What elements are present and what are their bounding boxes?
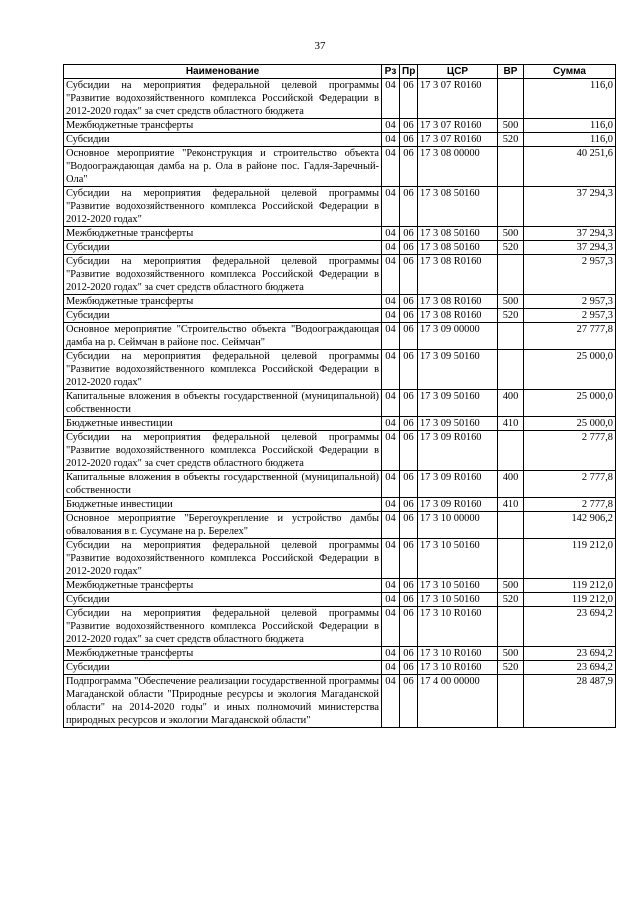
cell-pr: 06 <box>400 607 418 647</box>
cell-rz: 04 <box>382 661 400 675</box>
cell-vr <box>498 323 524 350</box>
budget-table <box>63 64 616 728</box>
cell-vr: 410 <box>498 417 524 431</box>
cell-name: Субсидии на мероприятия федеральной целевой программы "Развитие водохозяйственного комплекса Российской Федерации в 2012-2020 годах" за счет средств областного бюджета <box>64 431 382 471</box>
table-row <box>64 512 616 539</box>
cell-sum: 28 487,9 <box>524 675 616 728</box>
cell-sum: 2 957,3 <box>524 309 616 323</box>
cell-rz: 04 <box>382 255 400 295</box>
cell-sum: 37 294,3 <box>524 227 616 241</box>
table-row <box>64 119 616 133</box>
cell-csr: 17 3 10 50160 <box>418 593 498 607</box>
cell-rz: 04 <box>382 241 400 255</box>
cell-pr: 06 <box>400 133 418 147</box>
cell-sum: 37 294,3 <box>524 187 616 227</box>
cell-name: Субсидии <box>64 309 382 323</box>
cell-rz: 04 <box>382 187 400 227</box>
cell-vr: 520 <box>498 241 524 255</box>
cell-pr: 06 <box>400 79 418 119</box>
cell-sum: 119 212,0 <box>524 579 616 593</box>
cell-sum: 25 000,0 <box>524 350 616 390</box>
cell-rz: 04 <box>382 512 400 539</box>
cell-pr: 06 <box>400 241 418 255</box>
cell-name: Основное мероприятие "Строительство объекта "Водоограждающая дамба на р. Сеймчан в районе пос. Сеймчан" <box>64 323 382 350</box>
cell-rz: 04 <box>382 471 400 498</box>
cell-rz: 04 <box>382 390 400 417</box>
cell-vr <box>498 147 524 187</box>
cell-name: Бюджетные инвестиции <box>64 417 382 431</box>
cell-csr: 17 3 09 50160 <box>418 390 498 417</box>
cell-pr: 06 <box>400 187 418 227</box>
cell-vr: 500 <box>498 647 524 661</box>
cell-sum: 2 777,8 <box>524 471 616 498</box>
cell-sum: 119 212,0 <box>524 593 616 607</box>
cell-name: Межбюджетные трансферты <box>64 295 382 309</box>
cell-csr: 17 3 10 50160 <box>418 539 498 579</box>
cell-sum: 23 694,2 <box>524 661 616 675</box>
cell-vr: 410 <box>498 498 524 512</box>
cell-pr: 06 <box>400 417 418 431</box>
cell-pr: 06 <box>400 350 418 390</box>
cell-csr: 17 3 08 50160 <box>418 241 498 255</box>
cell-name: Субсидии <box>64 241 382 255</box>
cell-rz: 04 <box>382 119 400 133</box>
cell-sum: 23 694,2 <box>524 647 616 661</box>
cell-csr: 17 3 08 R0160 <box>418 295 498 309</box>
cell-csr: 17 3 09 00000 <box>418 323 498 350</box>
cell-rz: 04 <box>382 79 400 119</box>
cell-rz: 04 <box>382 133 400 147</box>
cell-sum: 25 000,0 <box>524 417 616 431</box>
cell-pr: 06 <box>400 675 418 728</box>
table-row <box>64 295 616 309</box>
table-row <box>64 147 616 187</box>
cell-sum: 40 251,6 <box>524 147 616 187</box>
cell-pr: 06 <box>400 295 418 309</box>
cell-rz: 04 <box>382 579 400 593</box>
cell-name: Субсидии на мероприятия федеральной целевой программы "Развитие водохозяйственного комплекса Российской Федерации в 2012-2020 годах" <box>64 350 382 390</box>
cell-sum: 37 294,3 <box>524 241 616 255</box>
cell-name: Субсидии на мероприятия федеральной целевой программы "Развитие водохозяйственного комплекса Российской Федерации в 2012-2020 годах" <box>64 187 382 227</box>
cell-rz: 04 <box>382 147 400 187</box>
cell-name: Капитальные вложения в объекты государственной (муниципальной) собственности <box>64 390 382 417</box>
table-row <box>64 661 616 675</box>
cell-vr <box>498 350 524 390</box>
table-row <box>64 187 616 227</box>
cell-vr <box>498 431 524 471</box>
cell-name: Межбюджетные трансферты <box>64 119 382 133</box>
cell-vr: 500 <box>498 119 524 133</box>
cell-vr <box>498 187 524 227</box>
cell-vr: 500 <box>498 227 524 241</box>
table-row <box>64 431 616 471</box>
cell-csr: 17 3 08 R0160 <box>418 255 498 295</box>
cell-vr: 520 <box>498 661 524 675</box>
cell-csr: 17 3 10 R0160 <box>418 607 498 647</box>
cell-rz: 04 <box>382 323 400 350</box>
cell-sum: 116,0 <box>524 133 616 147</box>
cell-sum: 25 000,0 <box>524 390 616 417</box>
cell-name: Субсидии на мероприятия федеральной целевой программы "Развитие водохозяйственного комплекса Российской Федерации в 2012-2020 годах" за счет средств областного бюджета <box>64 255 382 295</box>
cell-rz: 04 <box>382 607 400 647</box>
cell-rz: 04 <box>382 675 400 728</box>
cell-rz: 04 <box>382 539 400 579</box>
cell-pr: 06 <box>400 498 418 512</box>
cell-vr <box>498 255 524 295</box>
cell-vr <box>498 512 524 539</box>
cell-vr: 500 <box>498 295 524 309</box>
cell-rz: 04 <box>382 498 400 512</box>
cell-sum: 23 694,2 <box>524 607 616 647</box>
cell-pr: 06 <box>400 309 418 323</box>
cell-name: Бюджетные инвестиции <box>64 498 382 512</box>
header-csr: ЦСР <box>418 65 498 79</box>
cell-sum: 2 957,3 <box>524 255 616 295</box>
cell-sum: 27 777,8 <box>524 323 616 350</box>
header-vr: ВР <box>498 65 524 79</box>
cell-name: Капитальные вложения в объекты государственной (муниципальной) собственности <box>64 471 382 498</box>
cell-csr: 17 3 10 R0160 <box>418 647 498 661</box>
table-row <box>64 350 616 390</box>
cell-pr: 06 <box>400 323 418 350</box>
table-row <box>64 133 616 147</box>
cell-pr: 06 <box>400 661 418 675</box>
table-row <box>64 241 616 255</box>
page-number: 37 <box>314 40 326 52</box>
cell-vr: 500 <box>498 579 524 593</box>
cell-pr: 06 <box>400 119 418 133</box>
cell-vr <box>498 607 524 647</box>
cell-csr: 17 3 10 00000 <box>418 512 498 539</box>
cell-sum: 2 777,8 <box>524 498 616 512</box>
cell-csr: 17 3 10 R0160 <box>418 661 498 675</box>
table-row <box>64 390 616 417</box>
cell-rz: 04 <box>382 431 400 471</box>
cell-csr: 17 3 08 50160 <box>418 187 498 227</box>
table-row <box>64 675 616 728</box>
table-row <box>64 471 616 498</box>
cell-csr: 17 3 08 R0160 <box>418 309 498 323</box>
cell-name: Субсидии на мероприятия федеральной целевой программы "Развитие водохозяйственного комплекса Российской Федерации в 2012-2020 годах" <box>64 539 382 579</box>
cell-name: Субсидии <box>64 661 382 675</box>
cell-csr: 17 3 09 R0160 <box>418 431 498 471</box>
cell-vr <box>498 539 524 579</box>
cell-vr: 400 <box>498 390 524 417</box>
table-row <box>64 79 616 119</box>
cell-vr <box>498 675 524 728</box>
table-row <box>64 607 616 647</box>
cell-sum: 116,0 <box>524 119 616 133</box>
cell-csr: 17 3 09 50160 <box>418 417 498 431</box>
table-row <box>64 647 616 661</box>
table-row <box>64 323 616 350</box>
header-name: Наименование <box>64 65 382 79</box>
cell-csr: 17 3 07 R0160 <box>418 79 498 119</box>
cell-rz: 04 <box>382 647 400 661</box>
cell-name: Субсидии <box>64 593 382 607</box>
cell-name: Субсидии на мероприятия федеральной целевой программы "Развитие водохозяйственного комплекса Российской Федерации в 2012-2020 годах" за счет средств областного бюджета <box>64 607 382 647</box>
cell-vr: 520 <box>498 593 524 607</box>
cell-csr: 17 3 09 50160 <box>418 350 498 390</box>
cell-csr: 17 3 08 50160 <box>418 227 498 241</box>
cell-sum: 2 777,8 <box>524 431 616 471</box>
cell-vr <box>498 79 524 119</box>
cell-pr: 06 <box>400 647 418 661</box>
table-row <box>64 417 616 431</box>
cell-pr: 06 <box>400 390 418 417</box>
cell-rz: 04 <box>382 227 400 241</box>
cell-name: Подпрограмма "Обеспечение реализации государственной программы Магаданской области "Природные ресурсы и экология Магаданской области" на 2014-2020 годы" и иных полномочий министерства природных ресурсов и экологии Магаданской области" <box>64 675 382 728</box>
cell-vr: 400 <box>498 471 524 498</box>
table-row <box>64 255 616 295</box>
cell-csr: 17 3 09 R0160 <box>418 471 498 498</box>
cell-name: Субсидии <box>64 133 382 147</box>
cell-pr: 06 <box>400 227 418 241</box>
cell-pr: 06 <box>400 539 418 579</box>
table-row <box>64 498 616 512</box>
cell-sum: 116,0 <box>524 79 616 119</box>
table-row <box>64 309 616 323</box>
cell-rz: 04 <box>382 593 400 607</box>
cell-name: Основное мероприятие "Реконструкция и строительство объекта "Водоограждающая дамба на р. Ола в районе пос. Гадля-Заречный-Ола" <box>64 147 382 187</box>
table-row <box>64 539 616 579</box>
cell-name: Субсидии на мероприятия федеральной целевой программы "Развитие водохозяйственного комплекса Российской Федерации в 2012-2020 годах" за счет средств областного бюджета <box>64 79 382 119</box>
cell-vr: 520 <box>498 133 524 147</box>
cell-vr: 520 <box>498 309 524 323</box>
cell-csr: 17 3 07 R0160 <box>418 133 498 147</box>
cell-csr: 17 3 08 00000 <box>418 147 498 187</box>
header-sum: Сумма <box>524 65 616 79</box>
table-row <box>64 227 616 241</box>
cell-csr: 17 3 09 R0160 <box>418 498 498 512</box>
cell-name: Межбюджетные трансферты <box>64 227 382 241</box>
table-row <box>64 593 616 607</box>
cell-pr: 06 <box>400 579 418 593</box>
table-header-row <box>64 65 616 79</box>
table-body <box>64 79 616 728</box>
cell-sum: 119 212,0 <box>524 539 616 579</box>
table-row <box>64 579 616 593</box>
header-rz: Рз <box>382 65 400 79</box>
cell-pr: 06 <box>400 593 418 607</box>
cell-pr: 06 <box>400 255 418 295</box>
cell-rz: 04 <box>382 350 400 390</box>
cell-pr: 06 <box>400 471 418 498</box>
cell-sum: 2 957,3 <box>524 295 616 309</box>
header-pr: Пр <box>400 65 418 79</box>
cell-pr: 06 <box>400 431 418 471</box>
cell-pr: 06 <box>400 512 418 539</box>
cell-name: Межбюджетные трансферты <box>64 647 382 661</box>
cell-name: Межбюджетные трансферты <box>64 579 382 593</box>
cell-pr: 06 <box>400 147 418 187</box>
cell-sum: 142 906,2 <box>524 512 616 539</box>
cell-csr: 17 4 00 00000 <box>418 675 498 728</box>
cell-csr: 17 3 10 50160 <box>418 579 498 593</box>
cell-rz: 04 <box>382 417 400 431</box>
cell-rz: 04 <box>382 309 400 323</box>
cell-name: Основное мероприятие "Берегоукрепление и устройство дамбы обвалования в г. Сусумане на р. Берелех" <box>64 512 382 539</box>
cell-csr: 17 3 07 R0160 <box>418 119 498 133</box>
cell-rz: 04 <box>382 295 400 309</box>
